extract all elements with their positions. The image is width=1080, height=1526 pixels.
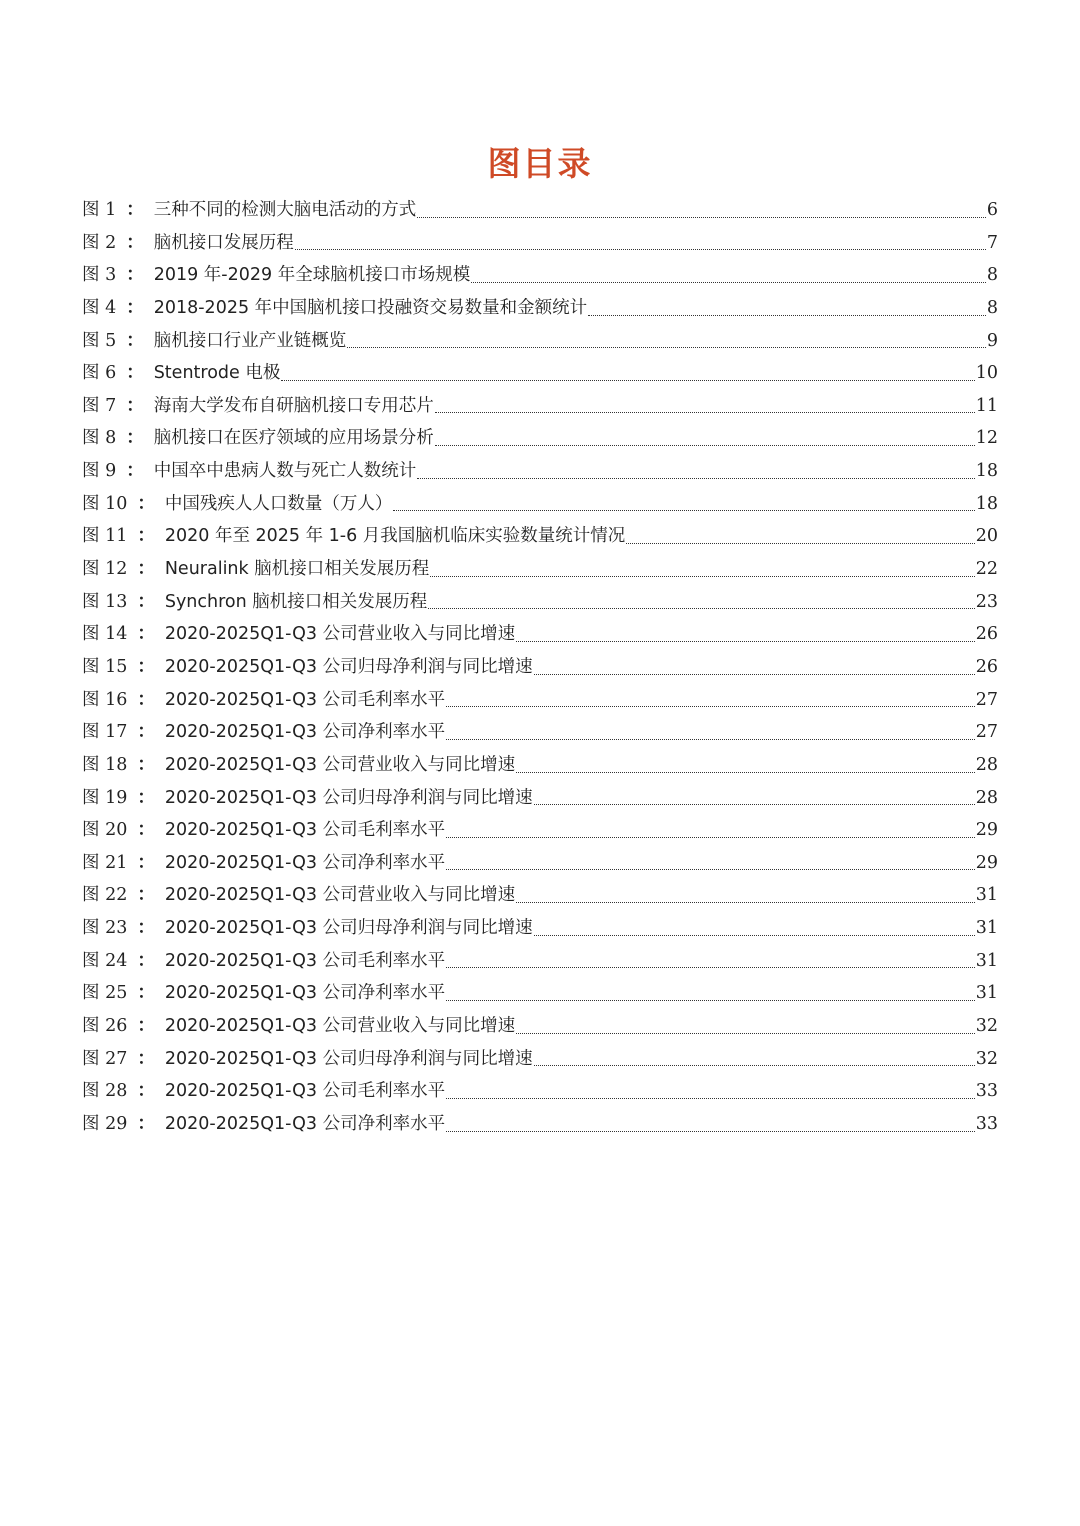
toc-entry[interactable] [82,390,998,423]
page-number: 29 [975,820,998,841]
figure-title: 2020-2025Q1-Q3 公司毛利率水平 [164,689,446,710]
dot-leader [435,390,975,423]
dot-leader [446,977,975,1010]
dot-leader [626,520,974,553]
figure-title: 2020-2025Q1-Q3 公司营业收入与同比增速 [164,885,516,906]
figure-label: 图 22 [82,885,128,906]
page-number: 8 [986,265,998,286]
dot-leader [430,553,974,586]
dot-leader [417,455,975,488]
toc-entry[interactable] [82,814,998,847]
label-separator: ： [137,787,155,808]
label-separator: ： [137,526,155,547]
dot-leader [417,194,986,227]
dot-leader [516,879,975,912]
figure-title: 2018-2025 年中国脑机接口投融资交易数量和金额统计 [153,297,588,318]
dot-leader [516,749,975,782]
page-number: 33 [975,1081,998,1102]
label-separator: ： [126,461,144,482]
figure-title: 2020-2025Q1-Q3 公司毛利率水平 [164,1081,446,1102]
toc-entry[interactable] [82,1010,998,1043]
label-separator: ： [137,559,155,580]
page-number: 8 [986,297,998,318]
dot-leader [446,847,975,880]
page-number: 9 [986,330,998,351]
figure-title: Stentrode 电极 [153,363,281,384]
figure-label: 图 27 [82,1048,128,1069]
toc-entry[interactable] [82,782,998,815]
toc-entry[interactable] [82,684,998,717]
toc-entry[interactable] [82,651,998,684]
toc-entry[interactable] [82,586,998,619]
figure-title: 三种不同的检测大脑电活动的方式 [153,200,417,220]
figure-title: 2020-2025Q1-Q3 公司净利率水平 [164,983,446,1004]
page-number: 11 [975,395,998,416]
figure-title: 2020-2025Q1-Q3 公司营业收入与同比增速 [164,1016,516,1037]
page-number: 27 [975,689,998,710]
page-number: 6 [986,200,998,220]
label-separator: ： [126,265,144,286]
dot-leader [516,618,975,651]
figure-title: 脑机接口在医疗领域的应用场景分析 [153,428,434,449]
label-separator: ： [137,820,155,841]
page-number: 32 [975,1016,998,1037]
page-number: 27 [975,722,998,743]
label-separator: ： [137,885,155,906]
dot-leader [446,1075,975,1108]
page-number: 7 [986,232,998,253]
figure-title: 2020-2025Q1-Q3 公司净利率水平 [164,852,446,873]
figure-label: 图 3 [82,265,117,286]
figure-label: 图 21 [82,852,128,873]
dot-leader [471,259,986,292]
label-separator: ： [137,918,155,939]
figure-label: 图 18 [82,754,128,775]
toc-entry[interactable] [82,1075,998,1108]
figure-title: 2019 年-2029 年全球脑机接口市场规模 [153,265,471,286]
figure-label: 图 2 [82,232,117,253]
figure-table-of-contents [82,194,998,1141]
figure-label: 图 15 [82,656,128,677]
page-number: 31 [975,950,998,971]
figure-label: 图 8 [82,428,117,449]
figure-title: 海南大学发布自研脑机接口专用芯片 [153,395,434,416]
dot-leader [295,227,986,260]
toc-entry[interactable] [82,1108,998,1141]
toc-entry[interactable] [82,879,998,912]
toc-entry[interactable] [82,194,998,227]
label-separator: ： [137,1081,155,1102]
figure-label: 图 4 [82,297,117,318]
figure-label: 图 13 [82,591,128,612]
figure-title: 脑机接口发展历程 [153,232,294,253]
label-separator: ： [126,330,144,351]
page-number: 31 [975,918,998,939]
page-number: 10 [975,363,998,384]
toc-entry[interactable] [82,357,998,390]
label-separator: ： [137,754,155,775]
toc-entry[interactable] [82,618,998,651]
figure-label: 图 20 [82,820,128,841]
label-separator: ： [126,297,144,318]
figure-label: 图 10 [82,493,128,514]
page-number: 33 [975,1113,998,1134]
figure-title: 2020-2025Q1-Q3 公司毛利率水平 [164,950,446,971]
label-separator: ： [137,1016,155,1037]
figure-label: 图 7 [82,395,117,416]
label-separator: ： [126,200,144,220]
dot-leader [534,651,975,684]
label-separator: ： [137,591,155,612]
label-separator: ： [137,722,155,743]
figure-label: 图 12 [82,559,128,580]
figure-title: 2020-2025Q1-Q3 公司归母净利润与同比增速 [164,1048,533,1069]
figure-title: 2020-2025Q1-Q3 公司归母净利润与同比增速 [164,918,533,939]
page-number: 31 [975,885,998,906]
toc-entry[interactable] [82,912,998,945]
figure-title: Synchron 脑机接口相关发展历程 [164,591,428,612]
label-separator: ： [137,493,155,514]
figure-label: 图 17 [82,722,128,743]
dot-leader [347,325,986,358]
toc-entry[interactable] [82,259,998,292]
dot-leader [446,945,975,978]
page-number: 22 [975,559,998,580]
figure-label: 图 25 [82,983,128,1004]
dot-leader [393,488,974,521]
page-number: 26 [975,656,998,677]
figure-label: 图 16 [82,689,128,710]
figure-title: Neuralink 脑机接口相关发展历程 [164,559,430,580]
label-separator: ： [137,656,155,677]
label-separator: ： [137,689,155,710]
page-number: 29 [975,852,998,873]
figure-title: 脑机接口行业产业链概览 [153,330,347,351]
page-number: 20 [975,526,998,547]
page-number: 28 [975,754,998,775]
dot-leader [516,1010,975,1043]
label-separator: ： [137,1048,155,1069]
label-separator: ： [126,232,144,253]
page-number: 26 [975,624,998,645]
figure-title: 2020-2025Q1-Q3 公司营业收入与同比增速 [164,624,516,645]
toc-entry[interactable] [82,847,998,880]
label-separator: ： [126,395,144,416]
figure-label: 图 6 [82,363,117,384]
page-number: 28 [975,787,998,808]
toc-entry[interactable] [82,520,998,553]
page-number: 32 [975,1048,998,1069]
dot-leader [446,814,975,847]
dot-leader [281,357,974,390]
figure-title: 2020-2025Q1-Q3 公司净利率水平 [164,722,446,743]
toc-entry[interactable] [82,1043,998,1076]
figure-title: 中国卒中患病人数与死亡人数统计 [153,461,417,482]
toc-entry[interactable] [82,455,998,488]
figure-label: 图 11 [82,526,128,547]
label-separator: ： [126,363,144,384]
dot-leader [446,716,975,749]
toc-entry[interactable] [82,945,998,978]
label-separator: ： [137,983,155,1004]
toc-entry[interactable] [82,553,998,586]
figure-title: 2020-2025Q1-Q3 公司归母净利润与同比增速 [164,656,533,677]
figure-title: 2020 年至 2025 年 1-6 月我国脑机临床实验数量统计情况 [164,526,626,547]
dot-leader [446,684,975,717]
toc-entry[interactable] [82,488,998,521]
toc-entry[interactable] [82,422,998,455]
dot-leader [446,1108,975,1141]
dot-leader [534,782,975,815]
page-number: 18 [975,461,998,482]
dot-leader [428,586,974,619]
label-separator: ： [126,428,144,449]
page-title: 图目录 [487,144,593,183]
page-number: 31 [975,983,998,1004]
toc-entry[interactable] [82,749,998,782]
page-number: 18 [975,493,998,514]
figure-label: 图 9 [82,461,117,482]
toc-entry[interactable] [82,227,998,260]
page-number: 12 [975,428,998,449]
dot-leader [588,292,986,325]
figure-label: 图 26 [82,1016,128,1037]
figure-label: 图 1 [82,200,117,220]
label-separator: ： [137,624,155,645]
toc-entry[interactable] [82,977,998,1010]
figure-label: 图 14 [82,624,128,645]
figure-title: 2020-2025Q1-Q3 公司毛利率水平 [164,820,446,841]
figure-title: 中国残疾人人口数量（万人） [164,493,393,514]
toc-entry[interactable] [82,292,998,325]
figure-label: 图 23 [82,918,128,939]
label-separator: ： [137,1113,155,1134]
figure-label: 图 28 [82,1081,128,1102]
figure-title: 2020-2025Q1-Q3 公司营业收入与同比增速 [164,754,516,775]
figure-label: 图 29 [82,1113,128,1134]
figure-title: 2020-2025Q1-Q3 公司净利率水平 [164,1113,446,1134]
dot-leader [435,422,975,455]
figure-label: 图 24 [82,950,128,971]
figure-title: 2020-2025Q1-Q3 公司归母净利润与同比增速 [164,787,533,808]
label-separator: ： [137,950,155,971]
page-number: 23 [975,591,998,612]
toc-entry[interactable] [82,716,998,749]
label-separator: ： [137,852,155,873]
toc-entry[interactable] [82,325,998,358]
dot-leader [534,912,975,945]
figure-label: 图 19 [82,787,128,808]
dot-leader [534,1043,975,1076]
figure-label: 图 5 [82,330,117,351]
